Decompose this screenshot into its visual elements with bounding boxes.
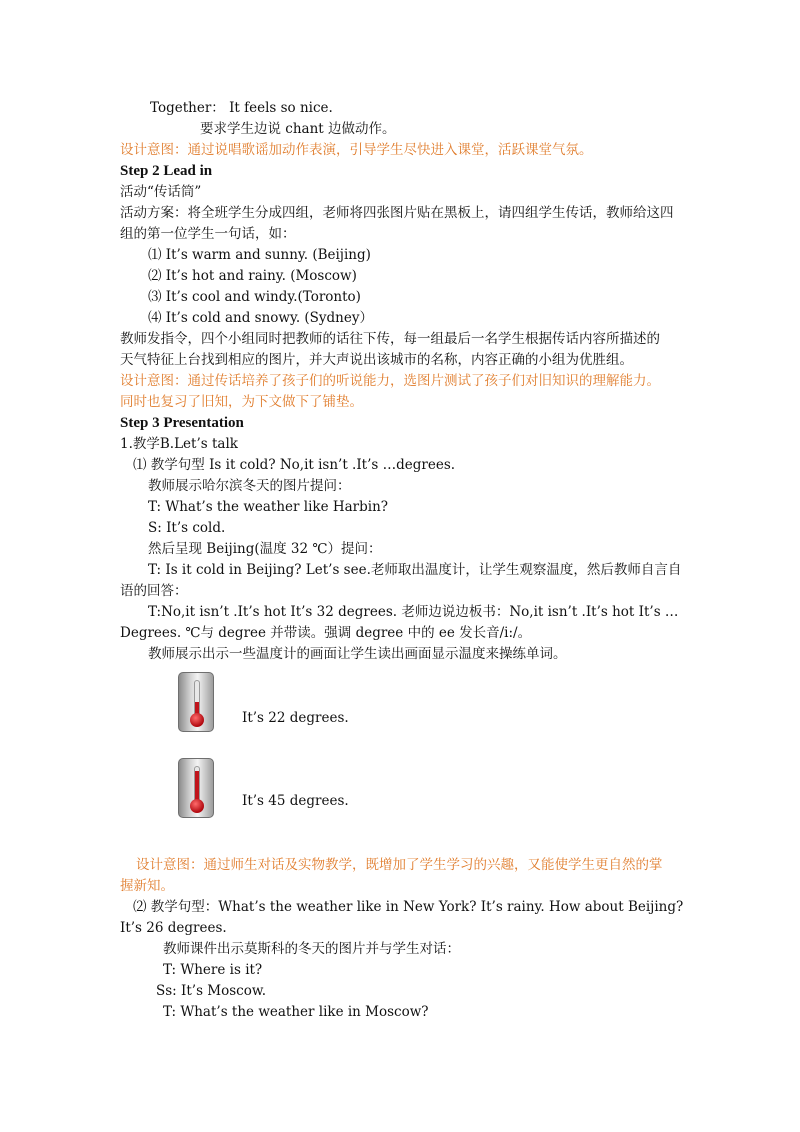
dialog-t-beijing: T: Is it cold in Beijing? Let’s see.老师取出温度计，让学生观察温度，然后教师自言自 [148, 562, 682, 578]
sentence-pattern-1: ⑴ 教学句型 Is it cold? No,it isn’t .It’s …degrees. [133, 457, 456, 473]
thermometer-icon [178, 672, 214, 732]
example-4: ⑷ It’s cold and snowy. (Sydney） [148, 310, 373, 326]
design-intent-2-line-2: 同时也复习了旧知，为下文做下了铺垫。 [120, 394, 363, 410]
thermometer-icon [178, 758, 214, 818]
moscow-prompt: 教师课件出示莫斯科的冬天的图片并与学生对话： [163, 941, 460, 957]
degrees-note: Degrees. ℃与 degree 并带读。强调 degree 中的 ee 发长音/i:/。 [120, 625, 532, 641]
dialog-t-moscow-weather: T: What’s the weather like in Moscow? [163, 1004, 429, 1020]
instruction-line-1: 教师发指令，四个小组同时把教师的话往下传，每一组最后一名学生根据传话内容所描述的 [120, 331, 660, 347]
dialog-s-cold: S: It’s cold. [148, 520, 226, 536]
dialog-t-beijing-cont: 语的回答： [120, 583, 188, 599]
activity-plan-line-1: 活动方案：将全班学生分成四组，老师将四张图片贴在黑板上，请四组学生传话，教师给这四 [120, 205, 674, 221]
lets-talk-title: 1.教学B.Let’s talk [120, 436, 238, 452]
step-3-heading: Step 3 Presentation [120, 415, 244, 431]
instruction-line-2: 天气特征上台找到相应的图片，并大声说出该城市的名称，内容正确的小组为优胜组。 [120, 352, 633, 368]
design-intent-2-line-1: 设计意图：通过传话培养了孩子们的听说能力，选图片测试了孩子们对旧知识的理解能力。 [120, 373, 660, 389]
beijing-prompt: 然后呈现 Beijing(温度 32 ℃）提问： [148, 541, 382, 557]
example-2: ⑵ It’s hot and rainy. (Moscow) [148, 268, 357, 284]
sentence-pattern-2: ⑵ 教学句型：What’s the weather like in New York? It’s rainy. How about Beijing? [133, 899, 684, 915]
design-intent-3-line-2: 握新知。 [120, 878, 174, 894]
example-1: ⑴ It’s warm and sunny. (Beijing) [148, 247, 371, 263]
sentence-pattern-2-cont: It’s 26 degrees. [120, 920, 227, 936]
chant-instruction: 要求学生边说 chant 边做动作。 [200, 121, 396, 137]
activity-plan-line-2: 组的第一位学生一句话，如： [120, 226, 296, 242]
harbin-prompt: 教师展示哈尔滨冬天的图片提问： [148, 478, 351, 494]
dialog-t-answer: T:No,it isn’t .It’s hot It’s 32 degrees. 老师边说边板书：No,it isn’t .It’s hot It’s … [148, 604, 679, 620]
thermometer-instruction: 教师展示出示一些温度计的画面让学生读出画面显示温度来操练单词。 [148, 646, 567, 662]
activity-title: 活动“传话筒” [120, 184, 202, 200]
design-intent-1: 设计意图：通过说唱歌谣加动作表演，引导学生尽快进入课堂，活跃课堂气氛。 [120, 142, 593, 158]
dialog-t-where: T: Where is it? [163, 962, 263, 978]
temperature-22-label: It’s 22 degrees. [242, 710, 349, 726]
dialog-t-harbin: T: What’s the weather like Harbin? [148, 499, 389, 515]
example-3: ⑶ It’s cool and windy.(Toronto) [148, 289, 361, 305]
together-line: Together： It feels so nice. [150, 100, 333, 116]
design-intent-3-line-1: 设计意图：通过师生对话及实物教学，既增加了学生学习的兴趣，又能使学生更自然的掌 [136, 857, 663, 873]
dialog-ss-moscow: Ss: It’s Moscow. [156, 983, 267, 999]
step-2-heading: Step 2 Lead in [120, 163, 213, 179]
temperature-45-label: It’s 45 degrees. [242, 793, 349, 809]
